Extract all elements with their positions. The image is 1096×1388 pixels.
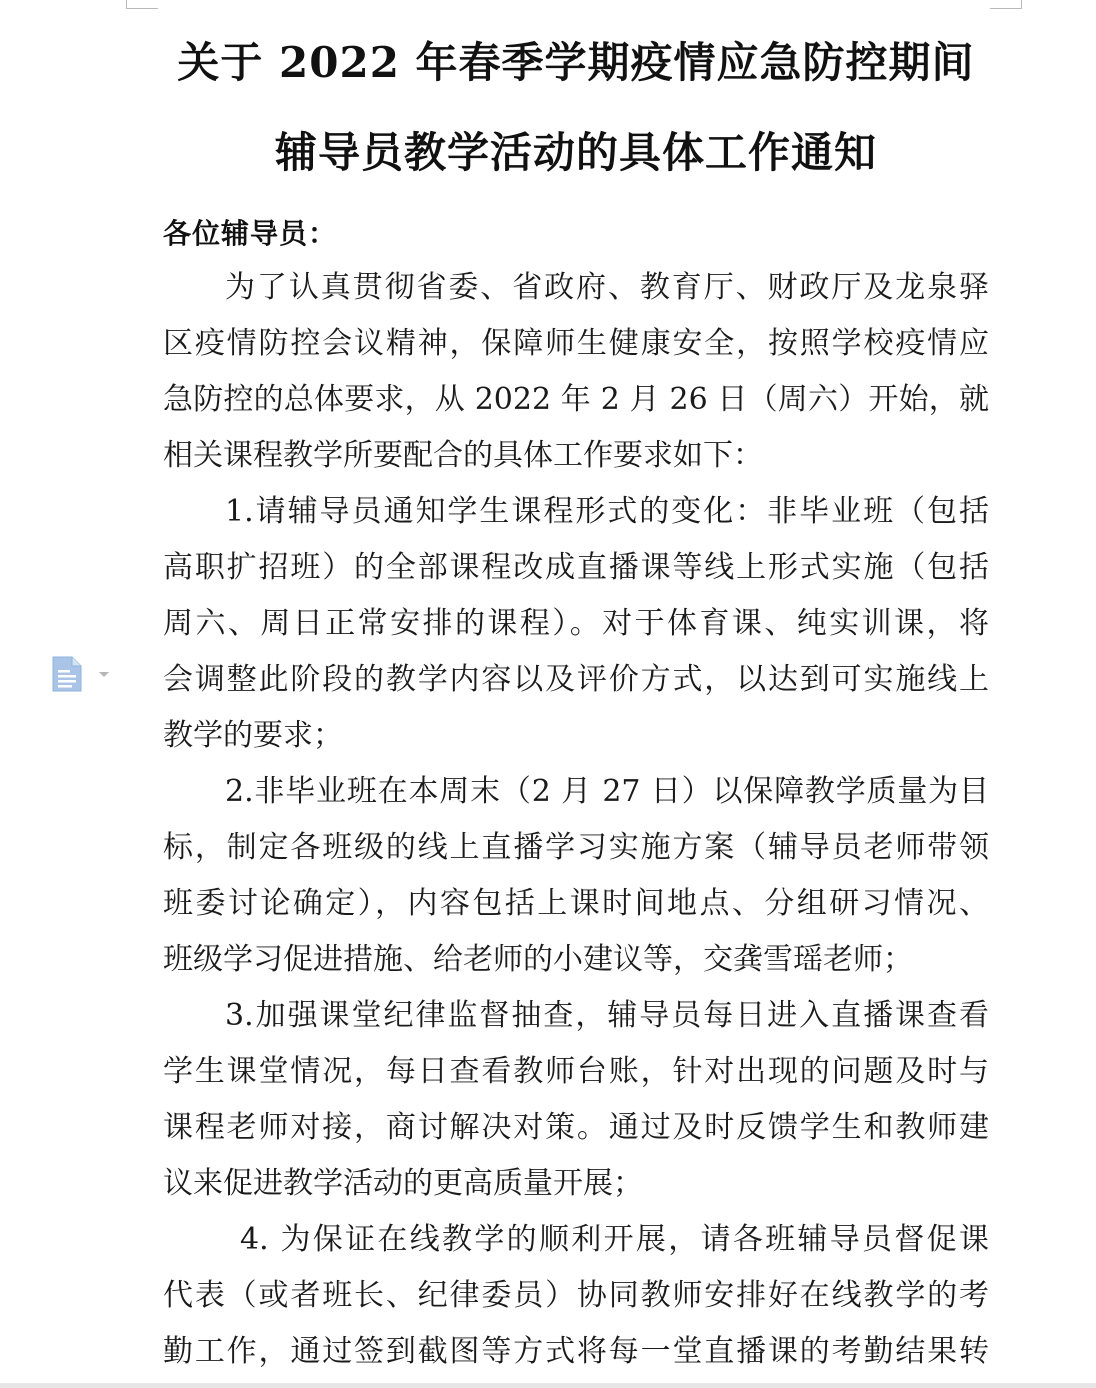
paragraph-line: 急防控的总体要求，从 2022 年 2 月 26 日（周六）开始，就 bbox=[163, 382, 989, 417]
paragraph-line: 高职扩招班）的全部课程改成直播课等线上形式实施（包括 bbox=[163, 550, 989, 585]
paragraph-line: 会调整此阶段的教学内容以及评价方式，以达到可实施线上 bbox=[163, 662, 989, 697]
crop-mark bbox=[990, 8, 1022, 9]
paragraph-line: 代表（或者班长、纪律委员）协同教师安排好在线教学的考 bbox=[163, 1278, 989, 1313]
paragraph-line: 1.请辅导员通知学生课程形式的变化：非毕业班（包括 bbox=[225, 494, 989, 529]
paragraph-line: 勤工作，通过签到截图等方式将每一堂直播课的考勤结果转 bbox=[163, 1334, 989, 1369]
paragraph-line: 周六、周日正常安排的课程）。对于体育课、纯实训课，将 bbox=[163, 606, 989, 641]
document-title: 关于 2022 年春季学期疫情应急防控期间 bbox=[177, 38, 975, 87]
paragraph-line: 为了认真贯彻省委、省政府、教育厅、财政厅及龙泉驿 bbox=[225, 270, 989, 305]
chevron-down-icon[interactable] bbox=[98, 671, 110, 679]
paragraph-line: 课程老师对接，商讨解决对策。通过及时反馈学生和教师建 bbox=[163, 1110, 989, 1145]
crop-mark bbox=[126, 8, 158, 9]
paragraph-line: 3.加强课堂纪律监督抽查，辅导员每日进入直播课查看 bbox=[225, 998, 989, 1033]
paragraph-line: 班级学习促进措施、给老师的小建议等，交龚雪瑶老师； bbox=[163, 942, 913, 977]
document-icon[interactable] bbox=[50, 656, 84, 692]
paragraph-line: 标，制定各班级的线上直播学习实施方案（辅导员老师带领 bbox=[163, 830, 989, 865]
page-bottom-edge bbox=[0, 1383, 1096, 1388]
paragraph-line: 学生课堂情况，每日查看教师台账，针对出现的问题及时与 bbox=[163, 1054, 989, 1089]
paragraph-line: 4. 为保证在线教学的顺利开展，请各班辅导员督促课 bbox=[240, 1222, 989, 1257]
crop-mark bbox=[126, 0, 127, 9]
paragraph-line: 2.非毕业班在本周末（2 月 27 日）以保障教学质量为目 bbox=[225, 774, 989, 809]
paragraph-line: 相关课程教学所要配合的具体工作要求如下： bbox=[163, 438, 763, 473]
paragraph-line: 区疫情防控会议精神，保障师生健康安全，按照学校疫情应 bbox=[163, 326, 989, 361]
paragraph-line: 教学的要求； bbox=[163, 718, 343, 753]
crop-mark bbox=[1021, 0, 1022, 9]
paragraph-line: 议来促进教学活动的更高质量开展； bbox=[163, 1166, 643, 1201]
document-title: 辅导员教学活动的具体工作通知 bbox=[274, 128, 877, 177]
paragraph-line: 班委讨论确定），内容包括上课时间地点、分组研习情况、 bbox=[163, 886, 989, 921]
greeting: 各位辅导员： bbox=[163, 217, 338, 250]
